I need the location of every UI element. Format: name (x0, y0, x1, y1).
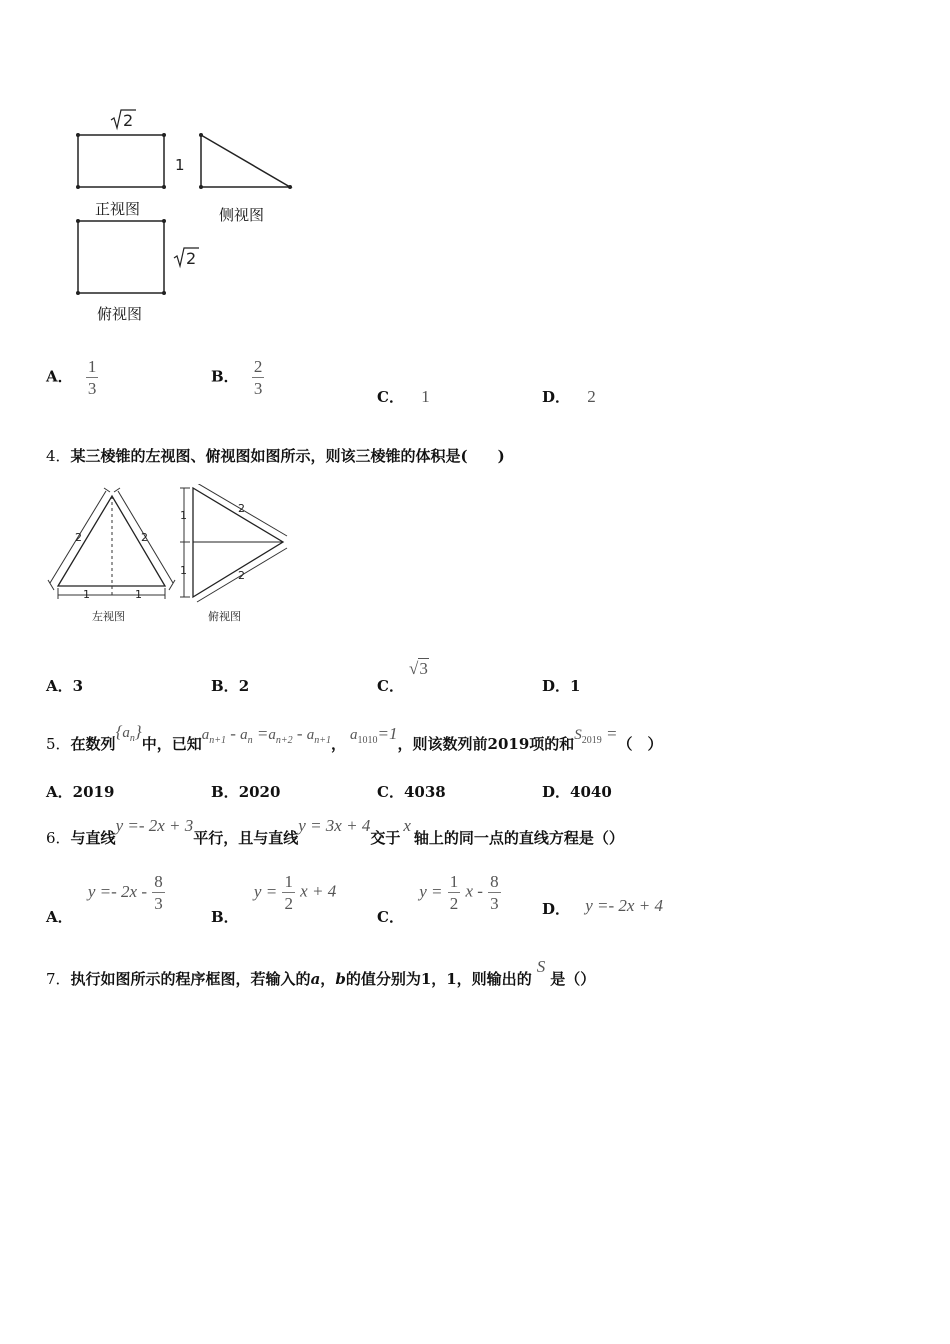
svg-text:1: 1 (180, 509, 187, 522)
top-view-label: 俯视图 (97, 305, 143, 323)
svg-text:2: 2 (75, 531, 82, 544)
option-letter: B． (211, 677, 239, 695)
sqrt-3-value: √3 (409, 659, 428, 678)
output-variable: S (536, 957, 546, 976)
q6-option-d[interactable]: D． y =- 2x + 4 (542, 896, 663, 918)
line-2-equation: y = 3x + 4 (298, 816, 371, 835)
question-7: 7．执行如图所示的程序框图，若输入的a，b的值分别为1，1，则输出的S是（） (46, 957, 596, 988)
q4-figure (40, 484, 310, 629)
option-letter: C． (377, 783, 404, 801)
axis-variable: x (403, 816, 411, 835)
svg-text:1: 1 (83, 588, 90, 601)
option-letter: A． (46, 907, 73, 926)
option-letter: C． (377, 677, 404, 695)
q6-option-a[interactable]: A． y =- 2x - $\frac{8}{3}$ (46, 872, 163, 926)
svg-text:2: 2 (238, 569, 245, 582)
sequence-notation: $\{a_n\}$ (115, 722, 142, 744)
q4-option-a[interactable]: A．3 (46, 677, 84, 695)
q3-option-b[interactable]: B． $\frac{2}{3}$ (211, 357, 263, 398)
q5-option-b[interactable]: B．2020 (211, 783, 281, 801)
line-1-equation: y =- 2x + 3 (115, 816, 194, 835)
option-letter: D． (542, 388, 571, 406)
front-view-rect (78, 135, 164, 187)
sum-notation: $S_{2019}$ = (574, 724, 618, 746)
q6-option-b[interactable]: B． y = $\frac{1}{2}$ x + 4 (211, 872, 337, 926)
svg-text:1: 1 (135, 588, 142, 601)
a1010-value: $a_{1010}=1$ (350, 724, 398, 746)
top-view-rect (78, 221, 164, 293)
svg-text:2: 2 (238, 502, 245, 515)
q3-option-a[interactable]: A． $\frac{1}{3}$ (46, 357, 97, 398)
q6-option-c[interactable]: C． y = $\frac{1}{2}$ x - $\frac{8}{3}$ (377, 872, 499, 926)
option-letter: C． (377, 907, 404, 926)
front-view-label: 正视图 (95, 200, 141, 218)
option-letter: A． (46, 677, 73, 695)
side-view-label: 侧视图 (219, 206, 265, 224)
option-letter: A． (46, 783, 73, 801)
q5-option-c[interactable]: C．4038 (377, 783, 446, 801)
option-letter: D． (542, 677, 571, 695)
option-letter: B． (211, 907, 239, 926)
q3-option-c[interactable]: C． 1 (377, 387, 430, 406)
sqrt2-right-label (174, 248, 199, 268)
q4-option-b[interactable]: B．2 (211, 677, 250, 695)
option-letter: A． (46, 367, 73, 386)
option-letter: C． (377, 388, 404, 406)
q3-option-d[interactable]: D． 2 (542, 387, 596, 406)
option-letter: B． (211, 783, 239, 801)
svg-text:左视图: 左视图 (92, 610, 125, 623)
svg-text:2: 2 (186, 249, 197, 268)
question-4: 4．某三棱锥的左视图、俯视图如图所示，则该三棱锥的体积是( ) (46, 447, 505, 465)
option-letter: B． (211, 367, 239, 386)
q5-option-a[interactable]: A．2019 (46, 783, 115, 801)
q4-option-d[interactable]: D．1 (542, 677, 581, 695)
svg-text:2: 2 (141, 531, 148, 544)
side-view-triangle (201, 135, 290, 187)
svg-text:2: 2 (123, 111, 134, 130)
q5-option-d[interactable]: D．4040 (542, 783, 612, 801)
height-one-label: 1 (175, 156, 185, 174)
svg-text:俯视图: 俯视图 (208, 610, 241, 623)
sqrt2-top-label (111, 110, 136, 130)
question-6: 6．与直线y =- 2x + 3平行，且与直线y = 3x + 4交于x轴上的同一点的直线方程是（） (46, 816, 624, 847)
q4-option-c[interactable] (377, 659, 428, 696)
recurrence-condition: $a_{n+1} - a_n =a_{n+2} - a_{n+1}$ (201, 724, 332, 746)
option-letter: D． (542, 783, 571, 801)
option-letter: D． (542, 900, 571, 918)
question-5: 5．在数列$\{a_n\}$中，已知$a_{n+1} - a_n =a_{n+2} - a_{n+1}$， $a_{1010}=1$，则该数列前2019项的和$S_{2019}$ =（ ） (46, 722, 663, 753)
svg-text:1: 1 (180, 564, 187, 577)
